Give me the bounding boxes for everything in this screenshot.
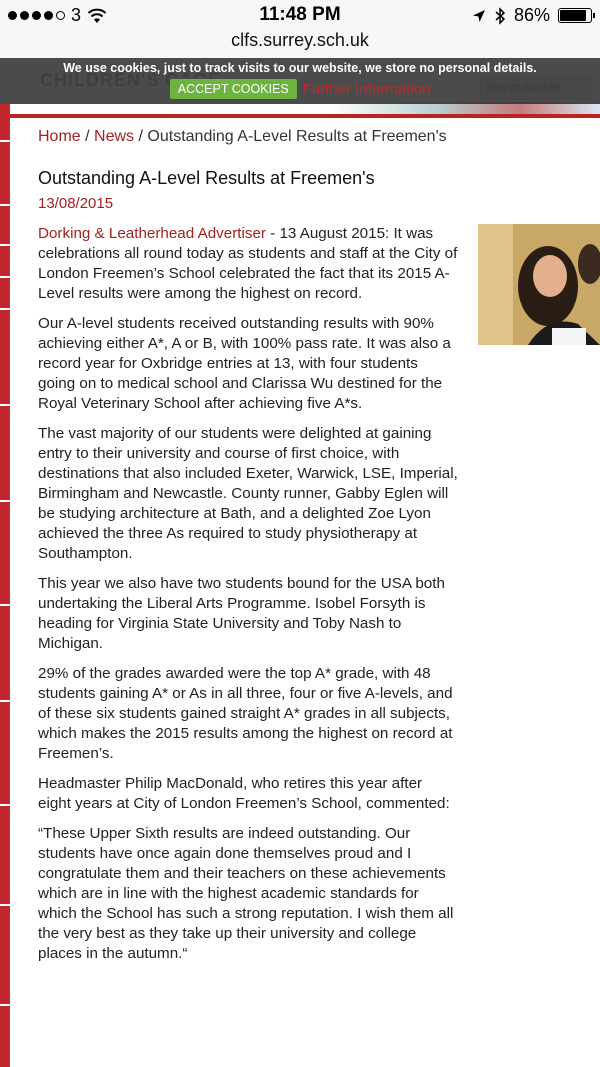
status-bar — [0, 0, 600, 30]
cookie-banner — [0, 58, 600, 104]
clock: 11:48 PM — [259, 4, 341, 25]
breadcrumb-current: Outstanding A-Level Results at Freemen's — [147, 128, 447, 145]
article-date: 13/08/2015 — [38, 195, 114, 212]
breadcrumb-separator: / — [85, 128, 90, 145]
article-paragraph — [38, 224, 458, 304]
battery-level-fill — [560, 10, 586, 21]
url-domain: clfs.surrey.sch.uk — [231, 30, 369, 50]
accept-cookies-button[interactable]: ACCEPT COOKIES — [170, 79, 297, 99]
battery-icon — [558, 8, 592, 23]
status-right — [472, 5, 592, 26]
location-arrow-icon — [472, 9, 486, 23]
address-bar[interactable] — [0, 30, 600, 58]
article-paragraph: The vast majority of our students were delighted at gaining entry to their university and course of first choice, with destinations that also included Exeter, Warwick, LSE, Imperial, Birmingham and Newcastle. County runner, Gabby Eglen will be studying architecture at Bath, and a delighted Zoe Lyon achieved the three As required to study physiotherapy at Southampton. — [38, 425, 458, 562]
article-quote: “These Upper Sixth results are indeed outstanding. Our students have once again done themselves proud and I congratulate them and their teachers on these achievements which are in line with the highest academic standards for which the School has such a strong reputation. I wish them all the very best as they take up their university and college places in the autumn.“ — [38, 825, 454, 962]
battery-percent: 86% — [513, 5, 550, 25]
article-paragraph: Our A-level students received outstanding results with 90% achieving either A*, A or B, with 100% pass rate. It was also a record year for Oxbridge entries at 13, with four students going on to medical school and Clarissa Wu destined for the Royal Veterinary School after achieving five A*s. — [38, 315, 451, 412]
breadcrumb-news-link[interactable]: News — [94, 128, 135, 145]
breadcrumb-separator: / — [138, 128, 143, 145]
breadcrumb — [38, 128, 458, 146]
article-title: Outstanding A-Level Results at Freemen's — [38, 168, 375, 188]
bluetooth-icon — [494, 7, 506, 25]
article-paragraph: Headmaster Philip MacDonald, who retires this year after eight years at City of London Freemen’s School, commented: — [38, 775, 450, 812]
paragraph-text: - 13 August 2015: It was celebrations all round today as students and staff at the City of London Freemen’s School celebrated the fact that its 2015 A-Level results were among the highest on record. — [38, 225, 458, 302]
source-link[interactable]: Dorking & Leatherhead Advertiser — [38, 225, 266, 242]
left-decorative-strip — [0, 104, 10, 1067]
further-information-link[interactable]: Further Information — [302, 80, 431, 98]
article-paragraph: This year we also have two students bound for the USA both undertaking the Liberal Arts Programme. Isobel Forsyth is heading for Virginia State University and Toby Nash to Michigan. — [38, 575, 445, 652]
article-photo — [478, 224, 600, 345]
article-paragraph: 29% of the grades awarded were the top A* grade, with 48 students gaining A* or As in all three, four or five A-levels, and of these six students gained straight A* grades in all subjects, which makes the 2015 results among the highest on record at Freemen’s. — [38, 665, 453, 762]
carrier-label: 3 — [71, 5, 82, 25]
cookie-actions — [0, 79, 600, 99]
breadcrumb-home-link[interactable]: Home — [38, 128, 81, 145]
article-content — [38, 128, 458, 964]
cookie-message: We use cookies, just to track visits to our website, we store no personal details. — [63, 61, 537, 75]
